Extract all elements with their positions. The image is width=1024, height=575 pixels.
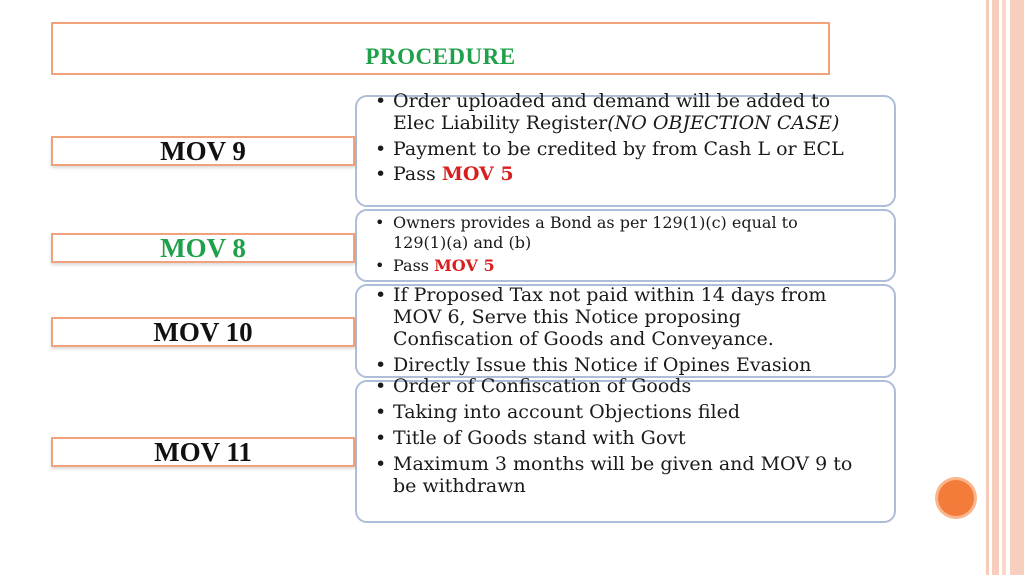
mov8-label: MOV 8 bbox=[51, 233, 355, 263]
list-item: • Payment to be credited by from Cash L or ECL bbox=[375, 138, 844, 160]
mov11-label: MOV 11 bbox=[51, 437, 355, 467]
mov11-bullet-list bbox=[375, 375, 875, 497]
mov8-bullet-list bbox=[375, 213, 845, 276]
bullet-icon: • bbox=[375, 284, 387, 306]
bullet-icon: • bbox=[375, 427, 387, 449]
bullet-icon: • bbox=[375, 138, 387, 160]
mov9-bullet-list bbox=[375, 90, 865, 185]
bullet-icon: • bbox=[375, 453, 387, 475]
list-item: • Owners provides a Bond as per 129(1)(c) equal to 129(1)(a) and (b) bbox=[375, 213, 798, 252]
list-item: • Taking into account Objections filed bbox=[375, 401, 741, 423]
decorative-stripe bbox=[1010, 0, 1024, 575]
orange-circle-decoration bbox=[938, 480, 974, 516]
list-item: • Order of Confiscation of Goods bbox=[375, 375, 692, 397]
slide-title: PROCEDURE bbox=[365, 44, 516, 69]
bullet-icon: • bbox=[375, 401, 387, 423]
decorative-stripe bbox=[992, 0, 999, 575]
title-box bbox=[51, 22, 830, 75]
list-item: • Title of Goods stand with Govt bbox=[375, 427, 686, 449]
bullet-icon: • bbox=[375, 163, 387, 185]
list-item: • Maximum 3 months will be given and MOV 9 to be withdrawn bbox=[375, 453, 853, 497]
list-item: • Directly Issue this Notice if Opines Evasion bbox=[375, 354, 812, 376]
bullet-icon: • bbox=[375, 256, 385, 275]
list-item: • Pass MOV 5 bbox=[375, 256, 495, 275]
list-item: • If Proposed Tax not paid within 14 days from MOV 6, Serve this Notice proposing Confiscation of Goods and Conveyance. bbox=[375, 284, 827, 350]
bullet-icon: • bbox=[375, 90, 387, 112]
mov10-bullet-list bbox=[375, 284, 855, 376]
list-item: • Pass MOV 5 bbox=[375, 163, 514, 185]
bullet-icon: • bbox=[375, 354, 387, 376]
bullet-icon: • bbox=[375, 375, 387, 397]
mov9-label: MOV 9 bbox=[51, 136, 355, 166]
bullet-icon: • bbox=[375, 213, 385, 232]
list-item: • Order uploaded and demand will be added to Elec Liability Register(NO OBJECTION CASE) bbox=[375, 90, 840, 134]
decorative-stripe bbox=[1002, 0, 1006, 575]
decorative-stripe bbox=[986, 0, 989, 575]
mov10-label: MOV 10 bbox=[51, 317, 355, 347]
